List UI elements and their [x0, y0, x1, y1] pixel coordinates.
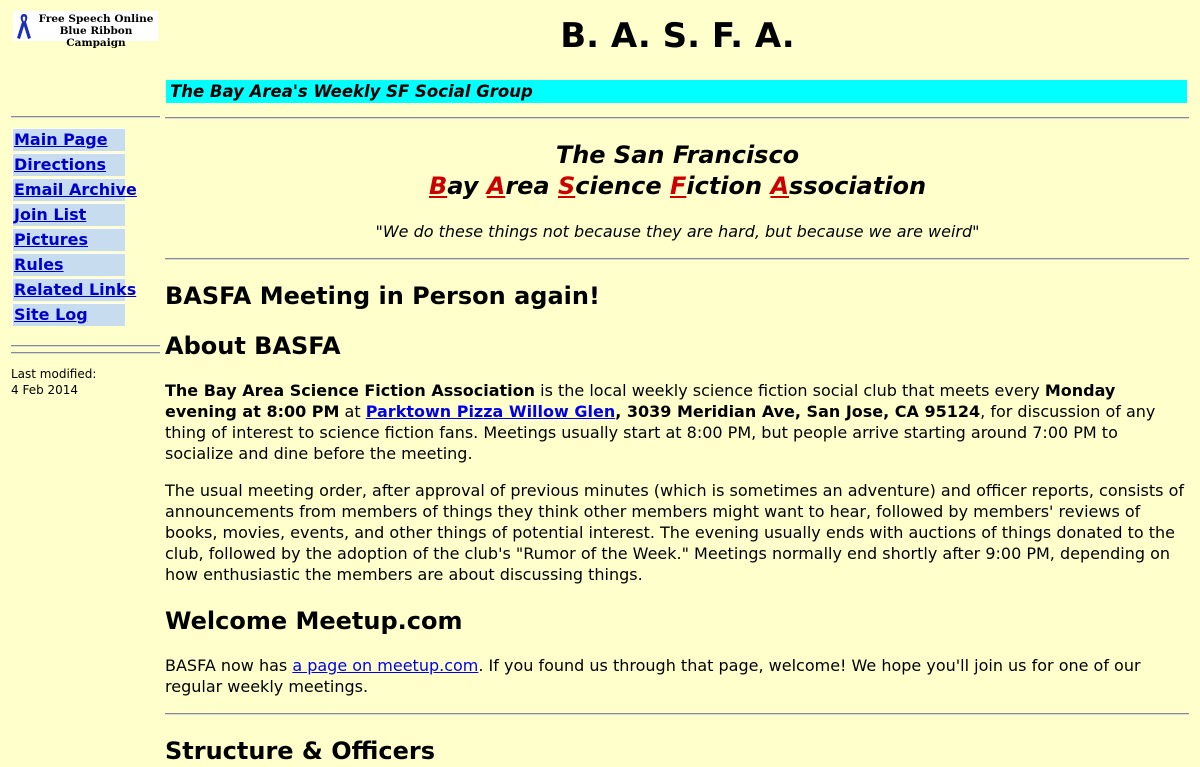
badge-line-2: Blue Ribbon Campaign [59, 25, 133, 49]
org-name: The Bay Area Science Fiction Association [165, 381, 536, 400]
last-modified [11, 366, 96, 398]
nav-link-directions[interactable]: Directions [14, 155, 107, 174]
meetup-paragraph [165, 655, 1189, 697]
about-paragraph [165, 380, 1189, 464]
venue-address: , 3039 Meridian Ave, San Jose, CA 95124 [615, 402, 981, 421]
nav-item-main-page[interactable] [12, 128, 125, 151]
subtitle-word-rest: iction [686, 172, 763, 200]
meeting-order-paragraph: The usual meeting order, after approval of previous minutes (which is sometimes an adventure) and officer reports, consists of announcements from members of things they think other members might want to hear, followed by members' reviews of books, movies, events, and other things of potential interest. The evening usually ends with auctions of things donated to the club, followed by the adoption of the club's "Rumor of the Week." Meetings normally end shortly after 9:00 PM, depending on how enthusiastic the members are about discussing things. [165, 481, 1185, 584]
subtitle-divider [165, 258, 1189, 260]
meetup-text-1: BASFA now has [165, 656, 293, 675]
subtitle-initial-a: A [486, 172, 506, 200]
nav-link-related-links[interactable]: Related Links [14, 280, 137, 299]
tagline-bar [166, 80, 1187, 103]
sidebar-divider-3 [11, 352, 160, 354]
subtitle-word-rest: rea [505, 172, 550, 200]
last-modified-label: Last modified: [11, 367, 97, 381]
nav-link-email-archive[interactable]: Email Archive [14, 180, 137, 199]
meeting-heading: BASFA Meeting in Person again! [165, 282, 600, 310]
motto: "We do these things not because they are hard, but because we are weird" [375, 222, 980, 241]
nav-item-pictures[interactable] [12, 228, 125, 251]
subtitle-initial-f: F [669, 172, 687, 200]
organization-subtitle [160, 140, 1195, 202]
subtitle-word-rest: cience [575, 172, 662, 200]
meetup-text-2: . If you found us through that page, welcome! We hope you'll join us for one of our regular weekly meetings. [165, 656, 1141, 696]
nav-link-main-page[interactable]: Main Page [14, 130, 108, 149]
meeting-time: Monday evening at 8:00 PM [165, 381, 1116, 421]
tagline: The Bay Area's Weekly SF Social Group [170, 82, 533, 101]
nav-link-join-list[interactable]: Join List [14, 205, 87, 224]
subtitle-line-1: The San Francisco [555, 141, 800, 169]
blue-ribbon-icon [15, 12, 33, 40]
nav-item-rules[interactable] [12, 253, 125, 276]
nav-item-join-list[interactable] [12, 203, 125, 226]
nav-link-pictures[interactable]: Pictures [14, 230, 88, 249]
subtitle-line-2 [160, 171, 1195, 202]
about-text-2: at [339, 402, 366, 421]
about-heading: About BASFA [165, 332, 341, 360]
nav-item-directions[interactable] [12, 153, 125, 176]
nav-item-email-archive[interactable] [12, 178, 137, 201]
sidebar-divider-2 [11, 345, 160, 347]
subtitle-word-rest: ssociation [789, 172, 927, 200]
nav-item-site-log[interactable] [12, 303, 125, 326]
nav-link-site-log[interactable]: Site Log [14, 305, 88, 324]
header-divider [165, 117, 1189, 119]
meetup-link[interactable]: a page on meetup.com [292, 656, 479, 675]
badge-line-1: Free Speech Online [38, 13, 154, 25]
about-text-3: , for discussion of any thing of interest to science fiction fans. Meetings usually start at 8:00 PM, but people arrive starting around 7:00 PM to socialize and dine before the meeting. [165, 402, 1156, 463]
subtitle-initial-a2: A [770, 172, 790, 200]
subtitle-initial-s: S [557, 172, 576, 200]
venue-link-label: Parktown Pizza Willow Glen [365, 402, 616, 421]
nav-item-related-links[interactable] [12, 278, 137, 301]
content-divider [165, 713, 1189, 715]
site-title: B. A. S. F. A. [560, 16, 795, 56]
about-text-1: is the local weekly science fiction social club that meets every [535, 381, 1045, 400]
main-content [165, 280, 1189, 767]
badge-text [35, 13, 157, 49]
blue-ribbon-badge[interactable] [13, 11, 158, 49]
structure-heading: Structure & Officers [165, 737, 436, 765]
subtitle-initial-b: B [428, 172, 448, 200]
subtitle-word-rest: ay [447, 172, 479, 200]
nav-link-rules[interactable]: Rules [14, 255, 64, 274]
last-modified-date: 4 Feb 2014 [11, 383, 79, 397]
venue-link[interactable] [366, 402, 616, 421]
sidebar-nav [12, 128, 137, 328]
sidebar-divider [11, 116, 160, 118]
meetup-heading: Welcome Meetup.com [165, 607, 463, 635]
